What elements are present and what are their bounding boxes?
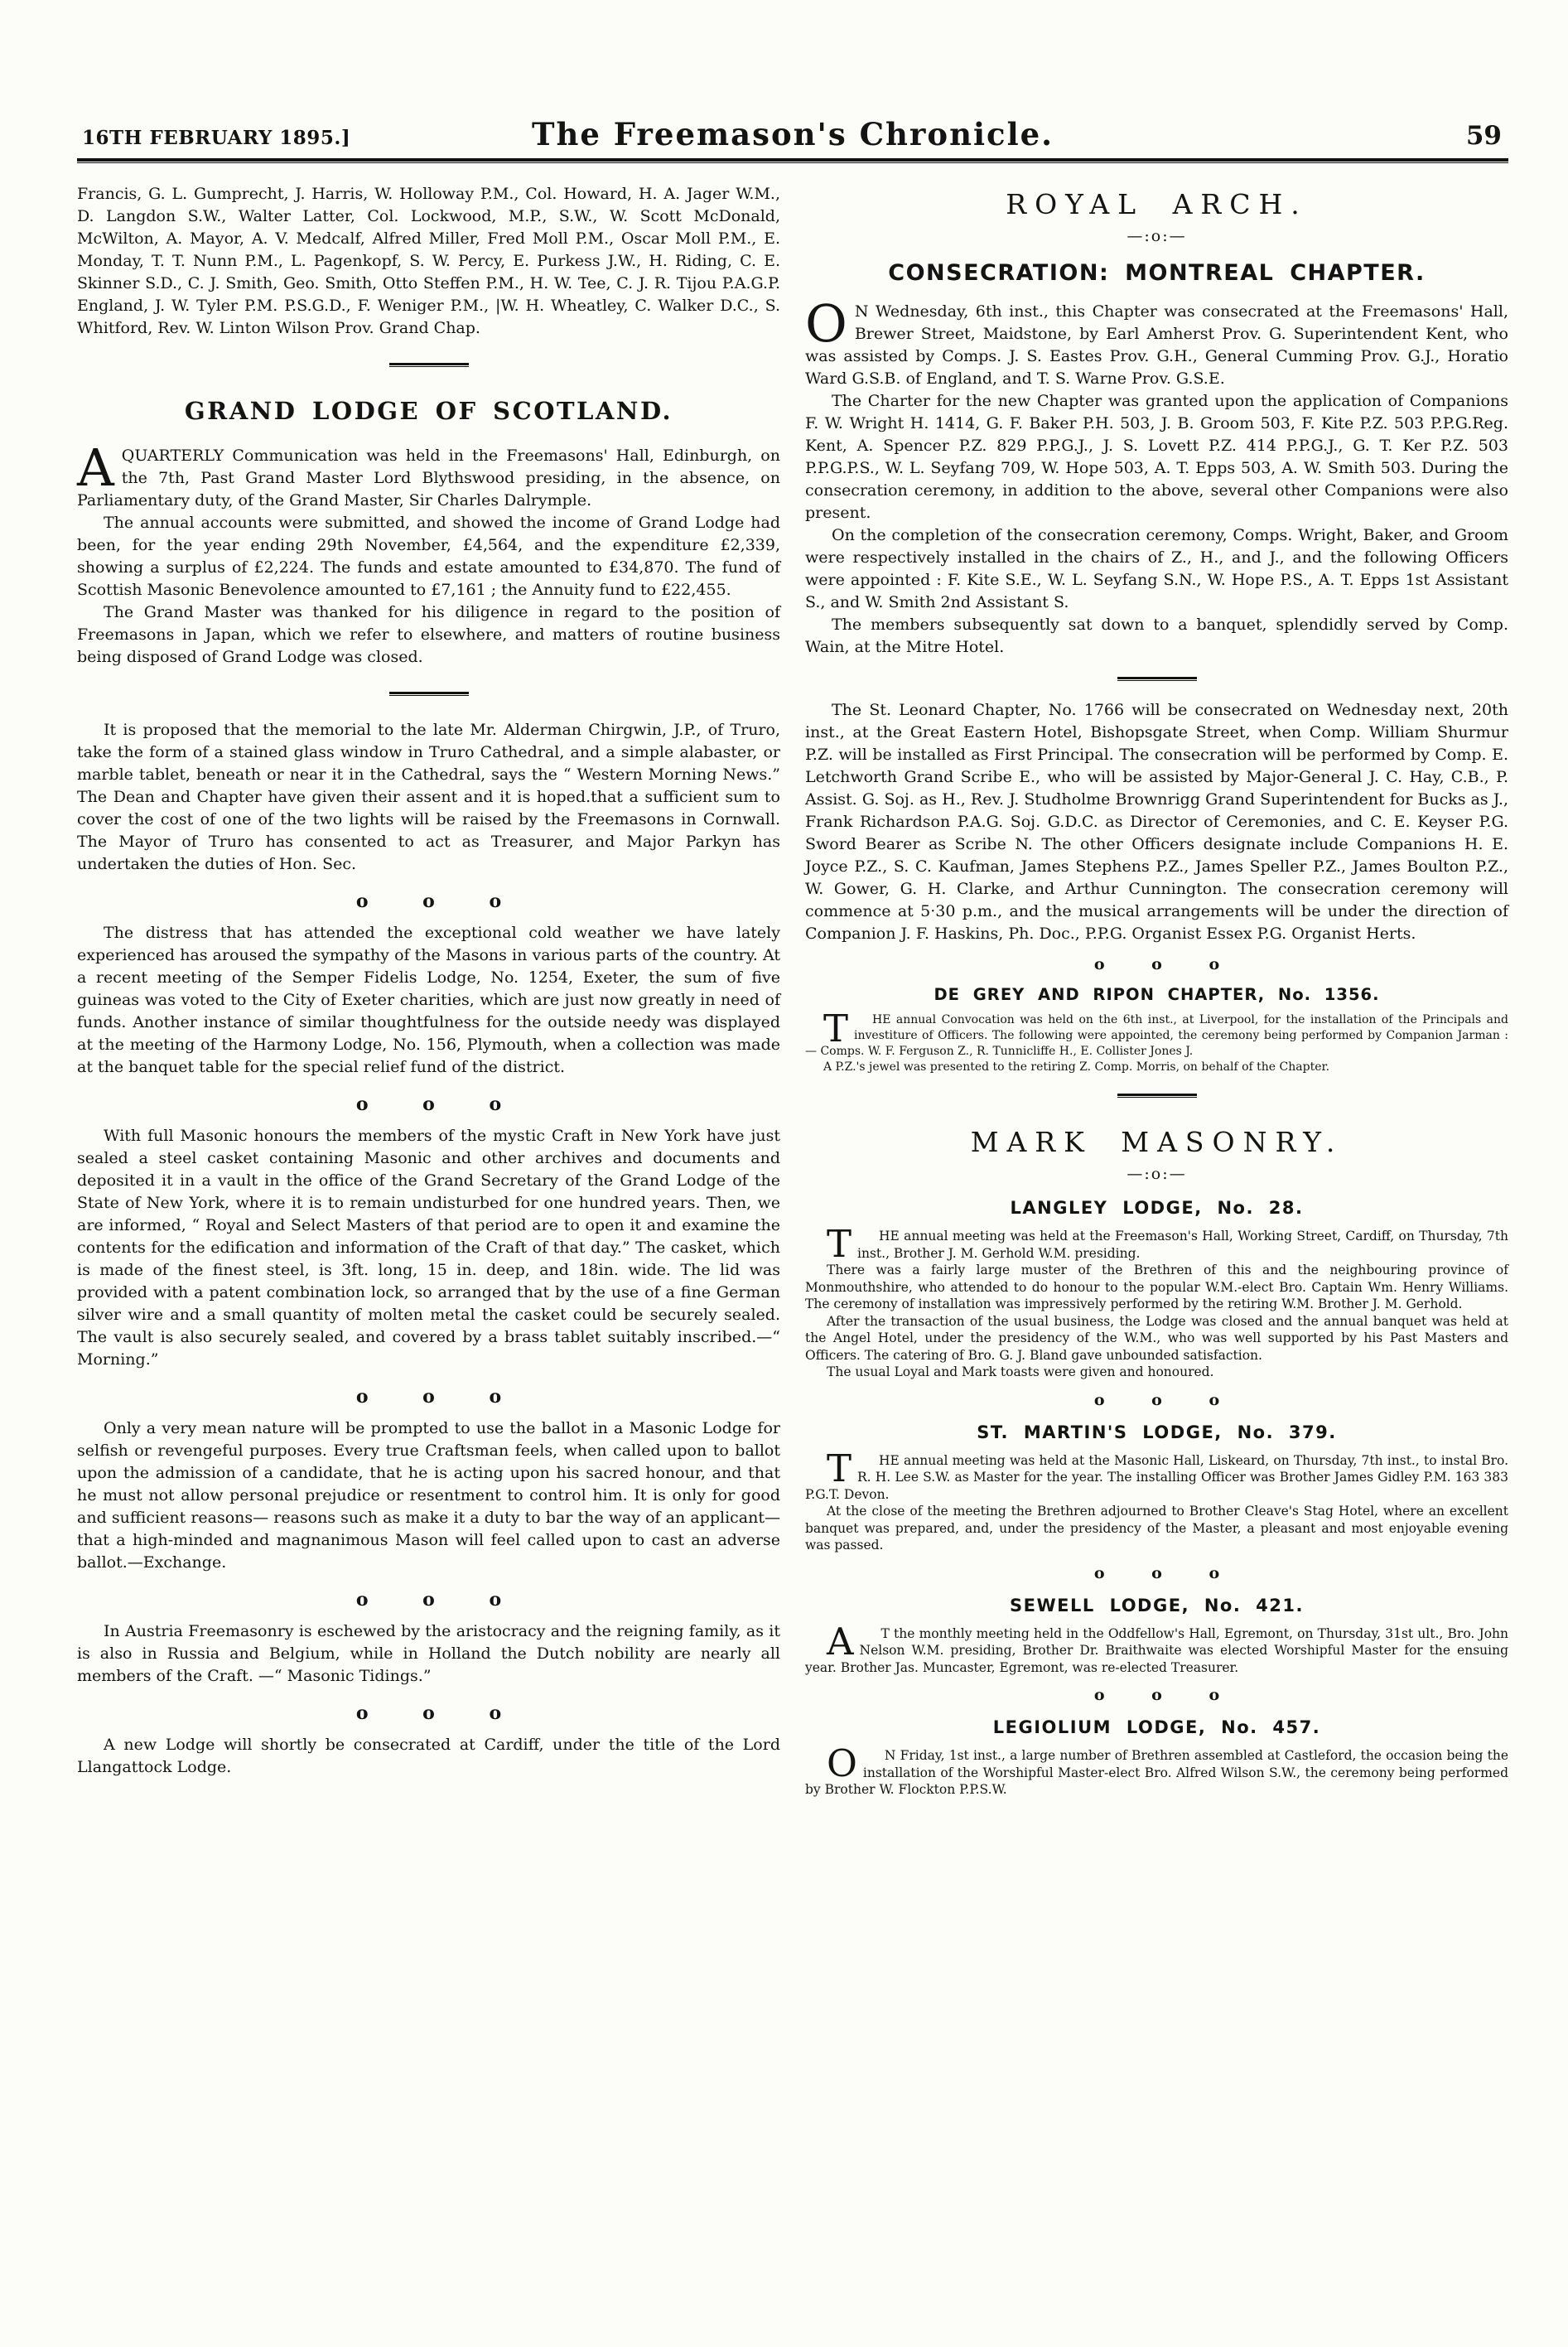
ooo-divider: o o o bbox=[1093, 955, 1220, 973]
austria-paragraph: In Austria Freemasonry is eschewed by the aristocracy and the reigning family, as it is also in Russia and Belgium, while in Holland the Dutch nobility are nearly all members of the Craft. —“ Masonic Tidings.” bbox=[77, 1622, 780, 1685]
langley-paragraph-4: The usual Loyal and Mark toasts were given and honoured. bbox=[827, 1364, 1214, 1379]
langley-paragraph-2: There was a fairly large muster of the Brethren of this and the neighbouring province of Monmouthshire, who attended to do honour to the popular W.M.-elect Bro. Captain Wm. Henry Williams. The ceremony of installation was impressively performed by the retiring W.M. Brother J. M. Gerhold. bbox=[805, 1263, 1508, 1311]
royal-arch-heading: ROYAL ARCH. bbox=[1006, 188, 1308, 220]
de-grey-paragraph-2: A P.Z.'s jewel was presented to the retiring Z. Comp. Morris, on behalf of the Chapter. bbox=[823, 1060, 1330, 1074]
sewell-lodge-heading: SEWELL LODGE, No. 421. bbox=[1010, 1595, 1304, 1615]
ooo-divider: o o o bbox=[355, 1702, 502, 1724]
masthead bbox=[77, 109, 1508, 151]
montreal-paragraph-4: The members subsequently sat down to a banquet, splendidly served by Comp. Wain, at the Mitre Hotel. bbox=[805, 616, 1508, 656]
column-layout bbox=[77, 183, 1508, 1799]
st-leonard-paragraph: The St. Leonard Chapter, No. 1766 will be consecrated on Wednesday next, 20th inst., at the Great Eastern Hotel, Bishopsgate Street, when Comp. William Shurmur P.Z. will be installed as First Principal. The consecration will be performed by Comp. E. Letchworth Grand Scribe E., who will be assisted by Major-General J. C. Hay, C.B., P. Assist. G. Soj. as H., Rev. J. Studholme Brownrigg Grand Superintendent for Bucks as J., Frank Richardson P.A.G. Soj. G.D.C. as Director of Ceremonies, and C. E. Keyser P.G. Sword Bearer as Scribe N. The other Officers designate include Companions H. E. Joyce P.Z., S. C. Kaufman, James Stephens P.Z., James Speller P.Z., James Boulton P.Z., W. Gower, G. H. Clarke, and Arthur Cunnington. The consecration ceremony will commence at 5·30 p.m., and the musical arrangements will be under the direction of Companion J. F. Haskins, Ph. Doc., P.P.G. Organist Essex P.G. Organist Herts. bbox=[805, 701, 1508, 943]
ooo-divider: o o o bbox=[1093, 1686, 1220, 1704]
left-column bbox=[77, 183, 780, 1799]
montreal-paragraph-3: On the completion of the consecration ceremony, Comps. Wright, Baker, and Groom were respectively installed in the chairs of Z., H., and J., and the following Officers were appointed : F. Kite S.E., W. L. Seyfang S.N., W. Hope P.S., A. T. Epps 1st Assistant S., and W. Smith 2nd Assistant S. bbox=[805, 526, 1508, 611]
de-grey-paragraph-1-text: HE annual Convocation was held on the 6th inst., at Liverpool, for the installation of the Principals and investiture of Officers. The following were appointed, the ceremony being performed by Companion Jarman :— Comps. W. F. Ferguson Z., R. Tunnicliffe H., E. Collister Jones J. bbox=[805, 1013, 1508, 1058]
langley-paragraph-1 bbox=[805, 1222, 1508, 1266]
legiolium-paragraph-1-text: N Friday, 1st inst., a large number of Brethren assembled at Castleford, the occasion being the installation of the Worshipful Master-elect Bro. Alfred Wilson S.W., the ceremony being performed by Brother W. Flockton P.P.S.W. bbox=[805, 1748, 1508, 1797]
section-divider bbox=[1117, 1094, 1197, 1098]
dropcap-letter: A bbox=[77, 437, 114, 498]
casket-paragraph: With full Masonic honours the members of the mystic Craft in New York have just sealed a steel casket containing Masonic and other archives and documents and deposited it in a vault in the office of the Grand Secretary of the Grand Lodge of the State of New York, where it is to remain undisturbed for one hundred years. Then, we are informed, “ Royal and Select Masters of that period are to open it and examine the contents for the edification and information of the Craft of that day.” The casket, which is made of the finest steel, is 3ft. long, 15 in. deep, and 18in. wide. The lid was provided with a patent combination lock, so arranged that by the use of a fine German silver wire and a small quantity of molten metal the casket could be securely sealed. The vault is also securely sealed, and covered by a brass tablet suitably inscribed.—“ Morning.” bbox=[77, 1127, 780, 1369]
legiolium-lodge-heading: LEGIOLIUM LODGE, No. 457. bbox=[992, 1717, 1321, 1737]
issue-date: 16TH FEBRUARY 1895.] bbox=[82, 127, 351, 149]
section-divider bbox=[389, 363, 469, 367]
montreal-paragraph-2: The Charter for the new Chapter was granted upon the application of Companions F. W. Wright H. 1414, G. F. Baker P.H. 503, J. B. Groom 503, F. Kite P.Z. 503 P.P.G.Reg. Kent, A. Spencer P.Z. 829 P.P.G.J., J. S. Lovett P.Z. 414 P.P.G.J., G. T. Ker P.Z. 503 P.P.G.P.S., W. L. Seyfang 709, W. Hope 503, A. T. Epps 503, A. W. Smith 503. During the consecration ceremony, in addition to the above, several other Companions were also present. bbox=[805, 392, 1508, 522]
langley-paragraph-3: After the transaction of the usual business, the Lodge was closed and the annual banquet was held at the Angel Hotel, under the presidency of the W.M., who was well supported by his Past Masters and Officers. The catering of Bro. G. J. Bland gave unbounded satisfaction. bbox=[805, 1313, 1508, 1363]
dropcap-letter: T bbox=[827, 1446, 852, 1490]
montreal-paragraph-1-text: N Wednesday, 6th inst., this Chapter was consecrated at the Freemasons' Hall, Brewer Street, Maidstone, by Earl Amherst Prov. G. Superintendent Kent, who was assisted by Comps. J. S. Eastes Prov. G.H., General Cumming Prov. G.J., Horatio Ward G.S.B. of England, and T. S. Warne Prov. G.S.E. bbox=[805, 302, 1508, 388]
section-divider bbox=[389, 692, 469, 696]
st-martins-paragraph-1-text: HE annual meeting was held at the Masonic Hall, Liskeard, on Thursday, 7th inst., to instal Bro. R. H. Lee S.W. as Master for the year. The installing Officer was Brother James Gidley P.M. 163 383 P.G.T. Devon. bbox=[805, 1452, 1508, 1502]
scroll-divider: —:o:— bbox=[1127, 227, 1187, 245]
st-martins-paragraph-2: At the close of the meeting the Brethren adjourned to Brother Cleave's Stag Hotel, where an excellent banquet was prepared, and, under the presidency of the Master, a pleasant and most enjoyable evening was passed. bbox=[805, 1504, 1508, 1553]
ooo-divider: o o o bbox=[355, 1386, 502, 1408]
legiolium-paragraph-1 bbox=[805, 1741, 1508, 1799]
montreal-paragraph-1 bbox=[805, 293, 1508, 390]
ballot-paragraph: Only a very mean nature will be prompted to use the ballot in a Masonic Lodge for selfish or revengeful purposes. Every true Craftsman feels, when called upon to ballot upon the admission of a candidate, that he is acting upon his sacred honour, and that he must not allow personal prejudice or resentment to control him. It is only for good and sufficient reasons— reasons such as make it a duty to bar the way of an applicant— that a high-minded and magnanimous Mason will feel called upon to cast an adverse ballot.—Exchange. bbox=[77, 1419, 780, 1572]
scotland-paragraph-1-text: QUARTERLY Communication was held in the Freemasons' Hall, Edinburgh, on the 7th, Past Grand Master Lord Blythswood presiding, in the absence, on Parliamentary duty, of the Grand Master, Sir Charles Dalrymple. bbox=[77, 447, 780, 509]
montreal-chapter-heading: CONSECRATION: MONTREAL CHAPTER. bbox=[888, 260, 1426, 286]
ooo-divider: o o o bbox=[355, 891, 502, 912]
continuation-paragraph: Francis, G. L. Gumprecht, J. Harris, W. Holloway P.M., Col. Howard, H. A. Jager W.M., D. Langdon S.W., Walter Latter, Col. Lockwood, M.P., S.W., W. Scott McDonald, McWilton, A. Mayor, A. V. Medcalf, Alfred Miller, Fred Moll P.M., Oscar Moll P.M., E. Monday, T. T. Nunn P.M., L. Pagenkopf, S. W. Percy, E. Purkess J.W., H. Riding, C. E. Skinner S.D., C. J. Smith, Geo. Smith, Otto Steffen P.M., H. W. Tee, C. J. R. Tijou P.A.G.P. England, J. W. Tyler P.M. P.S.G.D., F. Weniger P.M., |W. H. Wheatley, C. Walker D.C., S. Whitford, Rev. W. Linton Wilson Prov. Grand Chap. bbox=[77, 185, 780, 337]
memorial-paragraph: It is proposed that the memorial to the late Mr. Alderman Chirgwin, J.P., of Truro, take the form of a stained glass window in Truro Cathedral, and a simple alabaster, or marble tablet, beneath or near it in the Cathedral, says the “ Western Morning News.” The Dean and Chapter have given their assent and it is hoped.that a sufficient sum to cover the cost of one of the two lights will be raised by the Freemasons in Cornwall. The Mayor of Truro has consented to act as Treasurer, and Major Parkyn has undertaken the duties of Hon. Sec. bbox=[77, 721, 780, 873]
cardiff-paragraph: A new Lodge will shortly be consecrated at Cardiff, under the title of the Lord Llangattock Lodge. bbox=[77, 1736, 780, 1776]
sewell-paragraph-1 bbox=[805, 1619, 1508, 1677]
st-martins-paragraph-1 bbox=[805, 1446, 1508, 1504]
dropcap-letter: T bbox=[827, 1222, 852, 1266]
dropcap-letter: O bbox=[827, 1741, 857, 1785]
publication-title: The Freemason's Chronicle. bbox=[531, 116, 1054, 152]
sewell-paragraph-1-text: T the monthly meeting held in the Oddfellow's Hall, Egremont, on Thursday, 31st ult., Bro. John Nelson W.M. presiding, Brother Dr. Braithwaite was elected Worshipful Master for the ensuing year. Brother Jas. Muncaster, Egremont, was re-elected Treasurer. bbox=[805, 1625, 1508, 1675]
dropcap-letter: O bbox=[805, 293, 847, 354]
page-number: 59 bbox=[1465, 121, 1502, 151]
st-martins-lodge-heading: ST. MARTIN'S LODGE, No. 379. bbox=[977, 1422, 1337, 1442]
scroll-divider: —:o:— bbox=[1127, 1165, 1187, 1183]
de-grey-heading: DE GREY AND RIPON CHAPTER, No. 1356. bbox=[934, 985, 1380, 1004]
langley-paragraph-1-text: HE annual meeting was held at the Freemason's Hall, Working Street, Cardiff, on Thursday, 7th inst., Brother J. M. Gerhold W.M. presiding. bbox=[857, 1229, 1508, 1261]
ooo-divider: o o o bbox=[1093, 1563, 1220, 1582]
ooo-divider: o o o bbox=[1093, 1390, 1220, 1409]
right-column bbox=[805, 183, 1508, 1799]
section-divider bbox=[1117, 677, 1197, 681]
ooo-divider: o o o bbox=[355, 1094, 502, 1115]
masthead-rule bbox=[77, 158, 1508, 163]
ooo-divider: o o o bbox=[355, 1589, 502, 1611]
scotland-paragraph-2: The annual accounts were submitted, and showed the income of Grand Lodge had been, for the year ending 29th November, £4,564, and the expenditure £2,339, showing a surplus of £2,224. The funds and estate amounted to £34,870. The fund of Scottish Masonic Benevolence amounted to £7,161 ; the Annuity fund to £22,455. bbox=[77, 514, 780, 599]
mark-masonry-heading: MARK MASONRY. bbox=[970, 1126, 1344, 1158]
scotland-heading: GRAND LODGE OF SCOTLAND. bbox=[184, 397, 673, 425]
dropcap-letter: T bbox=[823, 1007, 849, 1050]
scotland-paragraph-3: The Grand Master was thanked for his diligence in regard to the position of Freemasons in Japan, which we refer to elsewhere, and matters of routine business being disposed of Grand Lodge was closed. bbox=[77, 603, 780, 666]
cold-weather-paragraph: The distress that has attended the exceptional cold weather we have lately experienced has aroused the sympathy of the Masons in various parts of the country. At a recent meeting of the Semper Fidelis Lodge, No. 1254, Exeter, the sum of five guineas was voted to the City of Exeter charities, which are just now greatly in need of funds. Another instance of similar thoughtfulness for the outside needy was displayed at the meeting of the Harmony Lodge, No. 156, Plymouth, when a collection was made at the banquet table for the special relief fund of the district. bbox=[77, 924, 780, 1076]
scotland-paragraph-1 bbox=[77, 437, 780, 512]
dropcap-letter: A bbox=[827, 1619, 854, 1664]
langley-lodge-heading: LANGLEY LODGE, No. 28. bbox=[1010, 1198, 1304, 1218]
de-grey-paragraph-1 bbox=[805, 1007, 1508, 1060]
